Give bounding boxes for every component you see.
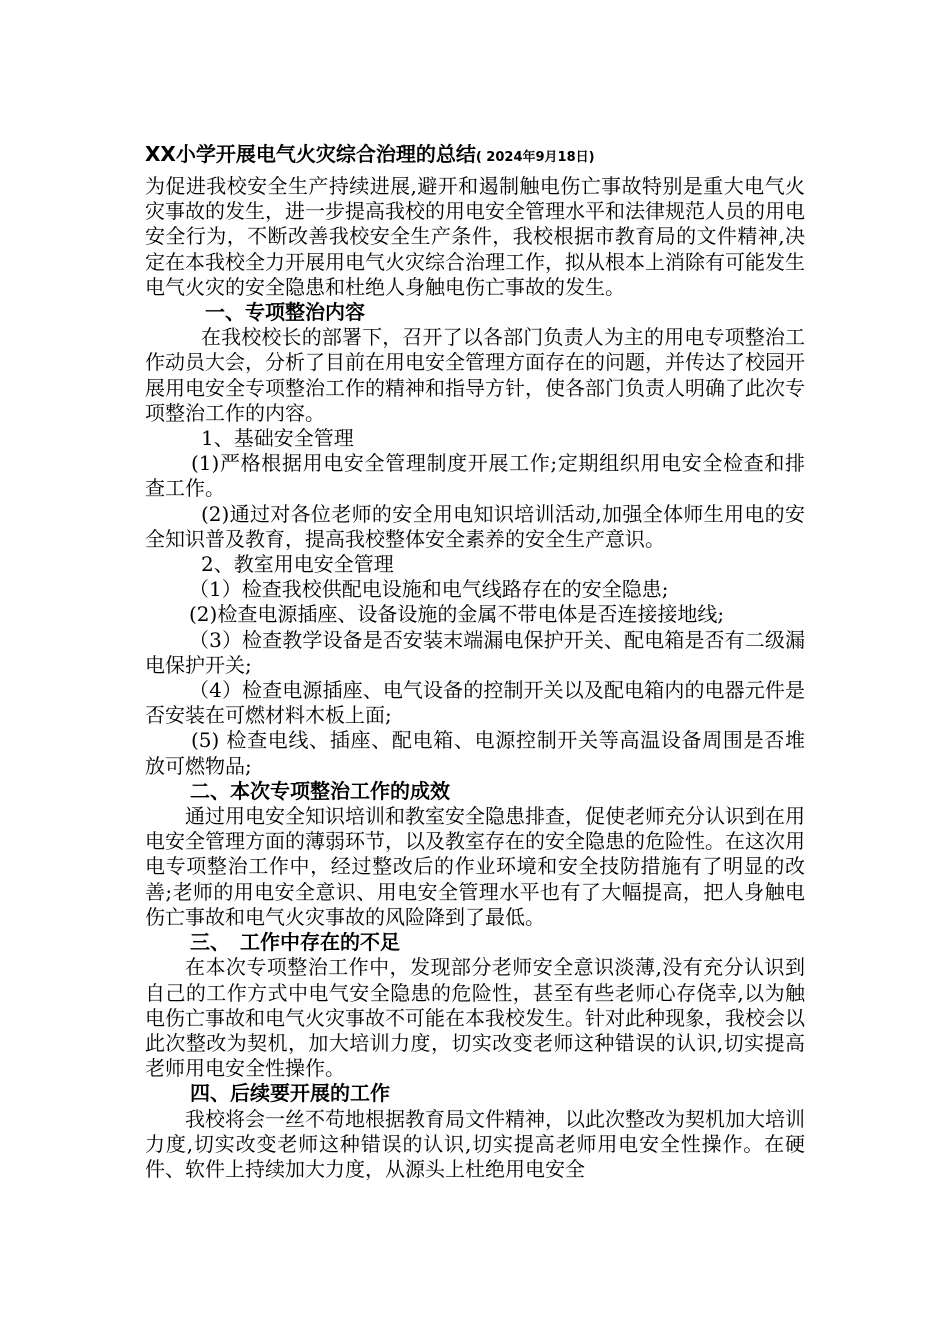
document-date: ( 2024年9月18日) — [475, 150, 595, 165]
section1-sub2-title: 2、教室用电安全管理 — [201, 552, 394, 577]
section1-sub2-item2: (2)检查电源插座、设备设施的金属不带电体是否连接接地线; — [189, 602, 725, 627]
section2-heading: 二、本次专项整治工作的成效 — [190, 778, 450, 803]
section1-sub2-item3: （3）检查教学设备是否安装末端漏电保护开关、配电箱是否有二级漏电保护开关; — [145, 627, 805, 677]
section1-paragraph: 在我校校长的部署下，召开了以各部门负责人为主的用电专项整治工作动员大会，分析了目前在用电安全管理方面存在的问题，并传达了校园开展用电安全专项整治工作的精神和指导方针，使各部门负责人明确了此次专项整治工作的内容。 — [145, 325, 805, 425]
section2-paragraph: 通过用电安全知识培训和教室安全隐患排查，促使老师充分认识到在用电安全管理方面的薄弱环节，以及教室存在的安全隐患的危险性。在这次用电专项整治工作中，经过整改后的作业环境和安全技防措施有了明显的改善;老师的用电安全意识、用电安全管理水平也有了大幅提高，把人身触电伤亡事故和电气火灾事故的风险降到了最低。 — [145, 804, 805, 929]
section4-paragraph: 我校将会一丝不苟地根据教育局文件精神，以此次整改为契机加大培训力度,切实改变老师这种错误的认识,切实提高老师用电安全性操作。在硬件、软件上持续加大力度，从源头上杜绝用电安全 — [145, 1106, 805, 1181]
section3-heading: 三、 工作中存在的不足 — [190, 930, 400, 955]
section1-sub2-item4: （4）检查电源插座、电气设备的控制开关以及配电箱内的电器元件是否安装在可燃材料木板上面; — [145, 678, 805, 728]
section1-sub2-item5: (5) 检查电线、插座、配电箱、电源控制开关等高温设备周围是否堆放可燃物品; — [145, 728, 805, 778]
document-body — [145, 142, 805, 1182]
section1-sub1-title: 1、基础安全管理 — [201, 426, 354, 451]
section3-paragraph: 在本次专项整治工作中，发现部分老师安全意识淡薄,没有充分认识到自己的工作方式中电气安全隐患的危险性，甚至有些老师心存侥幸,以为触电伤亡事故和电气火灾事故不可能在本我校发生。针对此种现象，我校会以此次整改为契机，加大培训力度，切实改变老师这种错误的认识,切实提高老师用电安全性操作。 — [145, 955, 805, 1081]
section1-sub1-item2: (2)通过对各位老师的安全用电知识培训活动,加强全体师生用电的安全知识普及教育，提高我校整体安全素养的安全生产意识。 — [145, 501, 805, 551]
section1-sub1-item1: (1)严格根据用电安全管理制度开展工作;定期组织用电安全检查和排查工作。 — [145, 451, 805, 501]
document-title: XX小学开展电气火灾综合治理的总结 — [145, 142, 476, 166]
section1-heading: 一、专项整治内容 — [205, 300, 365, 325]
intro-paragraph: 为促进我校安全生产持续进展,避开和遏制触电伤亡事故特别是重大电气火灾事故的发生，进一步提高我校的用电安全管理水平和法律规范人员的用电安全行为，不断改善我校安全生产条件，我校根据市教育局的文件精神,决定在本我校全力开展用电气火灾综合治理工作，拟从根本上消除有可能发生电气火灾的安全隐患和杜绝人身触电伤亡事故的发生。 — [145, 174, 805, 299]
section1-sub2-item1: （1）检查我校供配电设施和电气线路存在的安全隐患; — [189, 577, 669, 602]
document-title-line — [145, 142, 805, 170]
section4-heading: 四、后续要开展的工作 — [190, 1081, 390, 1106]
